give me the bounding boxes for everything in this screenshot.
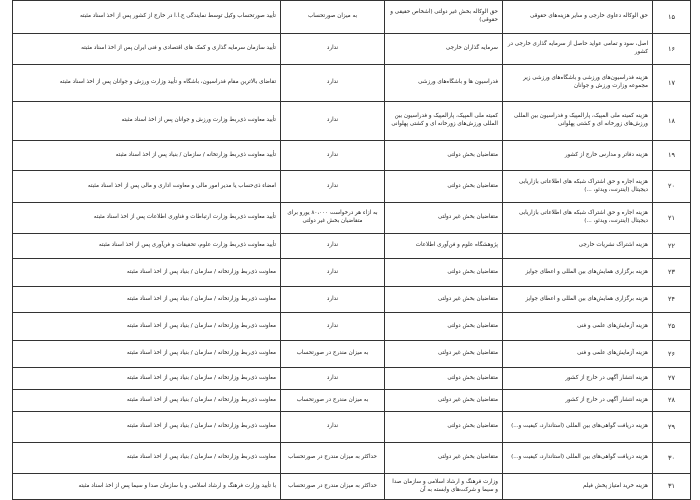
expense-item: هزینه دریافت گواهی‌های بین المللی (استاندارد، کیفیت و...) xyxy=(503,443,653,474)
required-documents: تأیید معاونت ذی‌ربط وزارت ارتباطات و فناوری اطلاعات پس از اخذ اسناد مثبته xyxy=(13,203,281,234)
required-documents: معاونت ذی‌ربط وزارتخانه / سازمان / بنیاد پس از اخذ اسناد مثبته xyxy=(13,259,281,287)
required-documents: معاونت ذی‌ربط وزارتخانه / سازمان / بنیاد پس از اخذ اسناد مثبته xyxy=(13,313,281,341)
eligible-parties: متقاضیان بخش دولتی xyxy=(385,412,503,443)
eligible-parties: پژوهشگاه علوم و فن‌آوری اطلاعات xyxy=(385,234,503,259)
row-number: ۱۸ xyxy=(653,102,691,141)
expense-item: هزینه دریافت گواهی‌های بین المللی (استاندارد، کیفیت و...) xyxy=(503,412,653,443)
row-number: ۱۵ xyxy=(653,1,691,34)
required-documents: معاونت ذی‌ربط وزارتخانه / سازمان / بنیاد پس از اخذ اسناد مثبته xyxy=(13,443,281,474)
table-row xyxy=(13,390,691,412)
expense-item: هزینه آزمایش‌های علمی و فنی xyxy=(503,341,653,368)
expense-item: هزینه اشتراک نشریات خارجی xyxy=(503,234,653,259)
row-number: ۳۰ xyxy=(653,443,691,474)
ceiling: به میزان مندرج در صورتحساب xyxy=(281,390,385,412)
required-documents: تأیید سازمان سرمایه گذاری و کمک های اقتصادی و فنی ایران پس از اخذ اسناد مثبته xyxy=(13,34,281,65)
eligible-parties: متقاضیان بخش دولتی xyxy=(385,368,503,390)
expense-item: اصل، سود و تمامی عواید حاصل از سرمایه گذاری خارجی در کشور xyxy=(503,34,653,65)
eligible-parties: سرمایه گذاران خارجی xyxy=(385,34,503,65)
ceiling: حداکثر به میزان مندرج در صورتحساب xyxy=(281,474,385,500)
table-row xyxy=(13,368,691,390)
row-number: ۲۶ xyxy=(653,341,691,368)
eligible-parties: وزارت فرهنگ و ارشاد اسلامی و سازمان صدا و سیما و شرکت‌های وابسته به آن xyxy=(385,474,503,500)
required-documents: تأیید صورتحساب وکیل توسط نمایندگی ج.ا.ا در خارج از کشور پس از اخذ اسناد مثبته xyxy=(13,1,281,34)
ceiling: ندارد xyxy=(281,102,385,141)
expense-item: هزینه کمیته ملی المپیک، پارالمپیک و فدراسیون بین المللی ورزش‌های زورخانه ای و کشتی پهلوانی xyxy=(503,102,653,141)
row-number: ۲۰ xyxy=(653,171,691,203)
required-documents: معاونت ذی‌ربط وزارتخانه / سازمان / بنیاد پس از اخذ اسناد مثبته xyxy=(13,390,281,412)
ceiling: به میزان صورتحساب xyxy=(281,1,385,34)
eligible-parties: متقاضیان بخش غیر دولتی xyxy=(385,390,503,412)
table-row xyxy=(13,65,691,102)
required-documents: تأیید معاونت ذی‌ربط وزارت ورزش و جوانان پس از اخذ اسناد مثبته xyxy=(13,102,281,141)
ceiling: ندارد xyxy=(281,313,385,341)
ceiling: ندارد xyxy=(281,234,385,259)
eligible-parties: متقاضیان بخش دولتی xyxy=(385,171,503,203)
eligible-parties: کمیته ملی المپیک، پارالمپیک و فدراسیون بین المللی ورزش‌های زورخانه ای و کشتی پهلوانی xyxy=(385,102,503,141)
ceiling: ندارد xyxy=(281,259,385,287)
expense-item: هزینه انتشار آگهی در خارج از کشور xyxy=(503,390,653,412)
table-row xyxy=(13,287,691,313)
row-number: ۲۵ xyxy=(653,313,691,341)
table-row xyxy=(13,171,691,203)
row-number: ۲۸ xyxy=(653,390,691,412)
expense-item: هزینه آزمایش‌های علمی و فنی xyxy=(503,313,653,341)
expense-item: هزینه انتشار آگهی در خارج از کشور xyxy=(503,368,653,390)
table-row xyxy=(13,412,691,443)
ceiling: ندارد xyxy=(281,65,385,102)
required-documents: معاونت ذی‌ربط وزارتخانه / سازمان / بنیاد پس از اخذ اسناد مثبته xyxy=(13,412,281,443)
expense-item: هزینه اجاره و حق اشتراک شبکه های اطلاعاتی بازاریابی دیجیتال (اینترنت، ویدئو، ...) xyxy=(503,203,653,234)
table-row xyxy=(13,1,691,34)
expense-item: هزینه برگزاری همایش‌های بین المللی و اعطای جوایز xyxy=(503,287,653,313)
table-row xyxy=(13,34,691,65)
expense-item: حق الوکاله دعاوی خارجی و سایر هزینه‌های حقوقی xyxy=(503,1,653,34)
table-row xyxy=(13,141,691,171)
required-documents: با تأیید وزارت فرهنگ و ارشاد اسلامی و یا سازمان صدا و سیما پس از اخذ اسناد مثبته xyxy=(13,474,281,500)
required-documents: تقاضای بالاترین مقام فدراسیون، باشگاه و تأیید وزارت ورزش و جوانان پس از اخذ اسناد مثبته xyxy=(13,65,281,102)
row-number: ۲۱ xyxy=(653,203,691,234)
ceiling: ندارد xyxy=(281,34,385,65)
row-number: ۱۶ xyxy=(653,34,691,65)
table-row xyxy=(13,474,691,500)
expense-item: هزینه برگزاری همایش‌های بین المللی و اعطای جوایز xyxy=(503,259,653,287)
row-number: ۲۴ xyxy=(653,287,691,313)
ceiling: ندارد xyxy=(281,141,385,171)
table-row xyxy=(13,313,691,341)
eligible-parties: متقاضیان بخش غیر دولتی xyxy=(385,203,503,234)
ceiling: حداکثر به میزان مندرج در صورتحساب xyxy=(281,443,385,474)
regulations-table xyxy=(12,0,691,500)
ceiling: به ازاء هر درخواست ۸۰،۰۰۰ یورو برای متقاضیان بخش غیر دولتی xyxy=(281,203,385,234)
row-number: ۱۹ xyxy=(653,141,691,171)
eligible-parties: حق الوکاله بخش غیر دولتی (اشخاص حقیقی و حقوقی) xyxy=(385,1,503,34)
row-number: ۲۲ xyxy=(653,234,691,259)
required-documents: امضاء ذی‌حساب یا مدیر امور مالی و معاونت اداری و مالی پس از اخذ اسناد مثبته xyxy=(13,171,281,203)
table-row xyxy=(13,259,691,287)
ceiling: ندارد xyxy=(281,368,385,390)
row-number: ۲۳ xyxy=(653,259,691,287)
expense-item: هزینه اجاره و حق اشتراک شبکه های اطلاعاتی بازاریابی دیجیتال (اینترنت، ویدئو، ...) xyxy=(503,171,653,203)
row-number: ۱۷ xyxy=(653,65,691,102)
required-documents: معاونت ذی‌ربط وزارتخانه / سازمان / بنیاد پس از اخذ اسناد مثبته xyxy=(13,287,281,313)
required-documents: معاونت ذی‌ربط وزارتخانه / سازمان / بنیاد پس از اخذ اسناد مثبته xyxy=(13,341,281,368)
table-row xyxy=(13,234,691,259)
required-documents: تأیید معاونت ذی‌ربط وزارت علوم، تحقیقات و فن‌آوری پس از اخذ اسناد مثبته xyxy=(13,234,281,259)
table-row xyxy=(13,203,691,234)
eligible-parties: متقاضیان بخش غیر دولتی xyxy=(385,287,503,313)
row-number: ۲۷ xyxy=(653,368,691,390)
table-row xyxy=(13,341,691,368)
required-documents: معاونت ذی‌ربط وزارتخانه / سازمان / بنیاد پس از اخذ اسناد مثبته xyxy=(13,368,281,390)
expense-item: هزینه خرید امتیاز پخش فیلم xyxy=(503,474,653,500)
eligible-parties: متقاضیان بخش غیر دولتی xyxy=(385,341,503,368)
expense-item: هزینه فدراسیون‌های ورزشی و باشگاه‌های ورزشی زیر مجموعه وزارت ورزش و جوانان xyxy=(503,65,653,102)
eligible-parties: متقاضیان بخش دولتی xyxy=(385,259,503,287)
ceiling: ندارد xyxy=(281,171,385,203)
ceiling: ندارد xyxy=(281,412,385,443)
table-row xyxy=(13,443,691,474)
ceiling: ندارد xyxy=(281,287,385,313)
ceiling: به میزان مندرج در صورتحساب xyxy=(281,341,385,368)
row-number: ۲۹ xyxy=(653,412,691,443)
table-row xyxy=(13,102,691,141)
eligible-parties: متقاضیان بخش دولتی xyxy=(385,141,503,171)
eligible-parties: فدراسیون ها و باشگاه‌های ورزشی xyxy=(385,65,503,102)
eligible-parties: متقاضیان بخش غیر دولتی xyxy=(385,443,503,474)
row-number: ۳۱ xyxy=(653,474,691,500)
eligible-parties: متقاضیان بخش دولتی xyxy=(385,313,503,341)
required-documents: تأیید معاونت ذی‌ربط وزارتخانه / سازمان / بنیاد پس از اخذ اسناد مثبته xyxy=(13,141,281,171)
expense-item: هزینه دفاتر و مدارس خارج از کشور xyxy=(503,141,653,171)
